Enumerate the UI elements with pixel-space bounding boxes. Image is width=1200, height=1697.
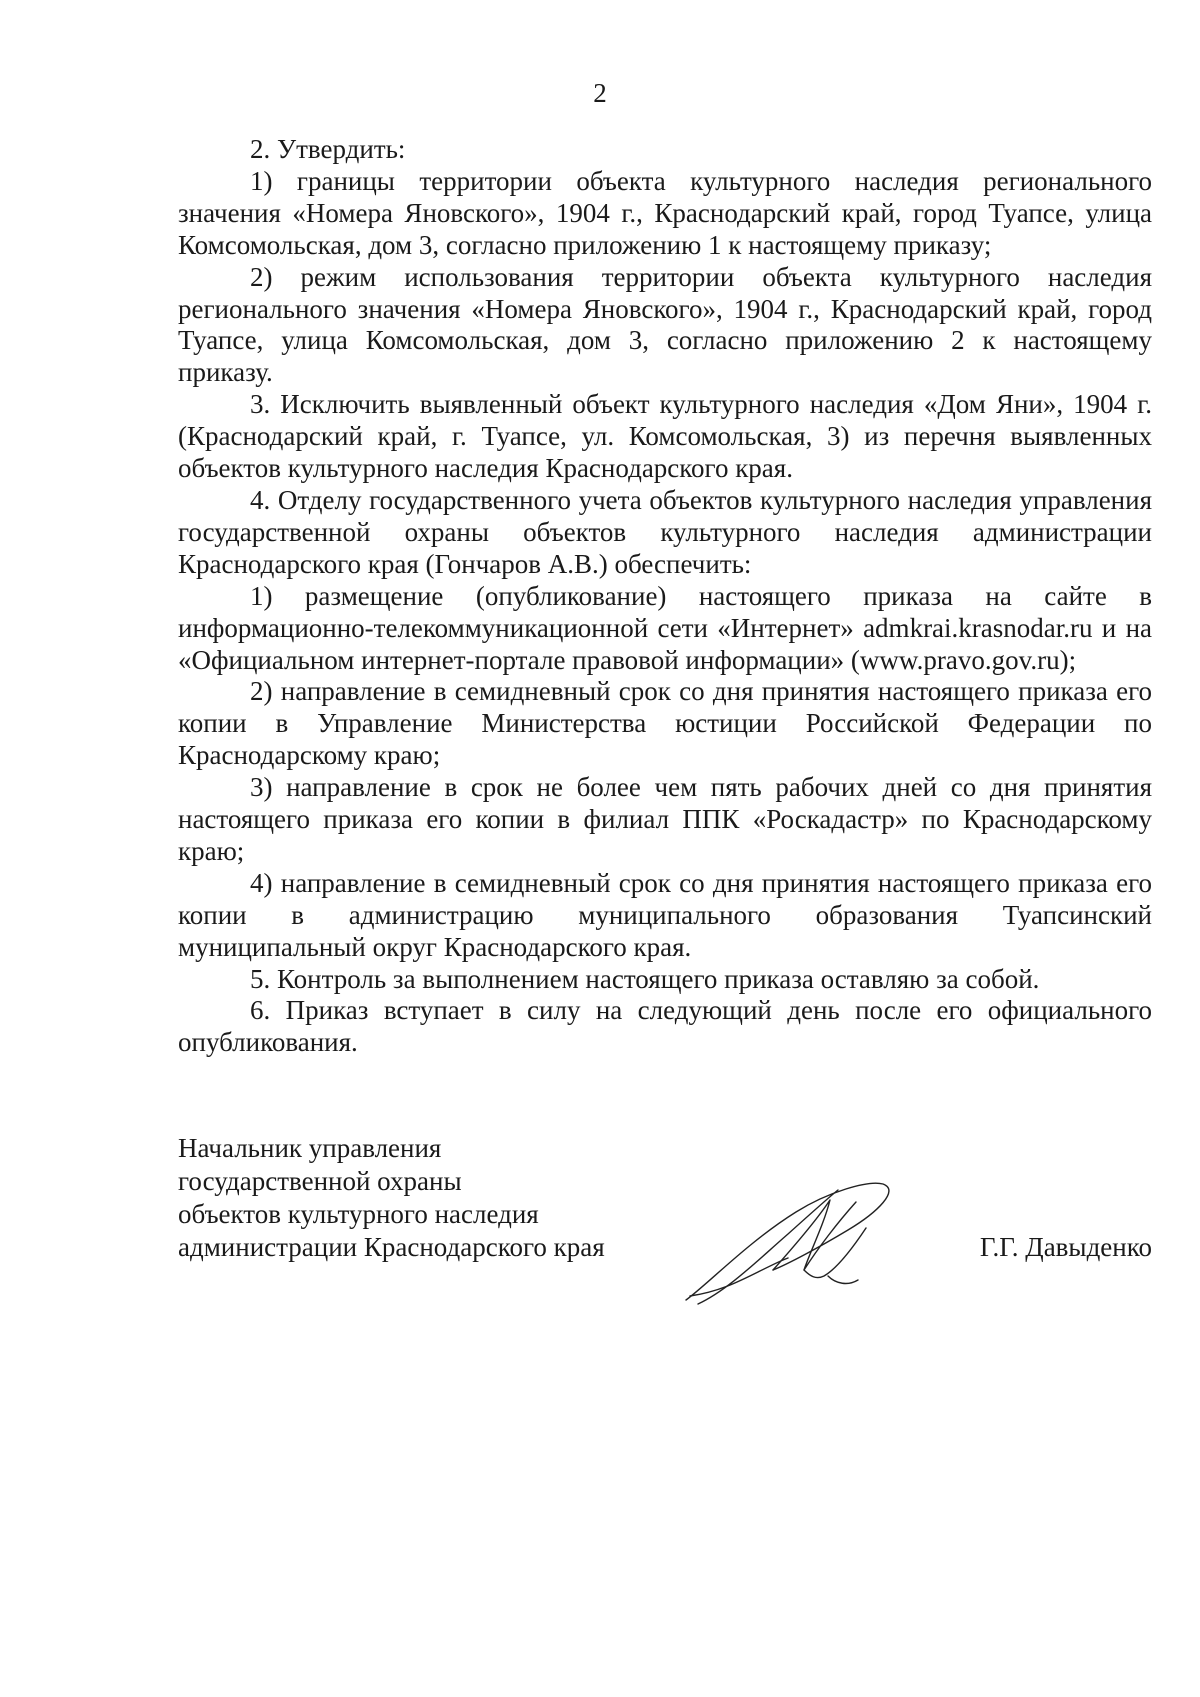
paragraph-ministry-justice: 2) направление в семидневный срок со дня принятия настоящего приказа его копии в Управление Министерства юстиции Российской Федерации по Краснодарскому краю; (178, 676, 1152, 771)
paragraph-entry-into-force: 6. Приказ вступает в силу на следующий день после его официального опубликования. (178, 995, 1152, 1058)
paragraph-roskadastr: 3) направление в срок не более чем пять рабочих дней со дня принятия настоящего приказа его копии в филиал ППК «Роскадастр» по Краснодарскому краю; (178, 772, 1152, 866)
paragraph-control: 5. Контроль за выполнением настоящего приказа оставляю за собой. (250, 963, 1040, 994)
signatory-title (178, 1132, 605, 1264)
paragraph-territory-regime: 2) режим использования территории объекта культурного наследия регионального значения «Номера Яновского», 1904 г., Краснодарский край, город Туапсе, улица Комсомольская, дом 3, согласно приложению 2 к настоящему приказу. (178, 261, 1152, 388)
page-number: 2 (593, 78, 607, 108)
signatory-title-line: Начальник управления (178, 1133, 442, 1163)
paragraph-municipality: 4) направление в семидневный срок со дня принятия настоящего приказа его копии в администрацию муниципального образования Туапсинский муниципальный округ Краснодарского края. (178, 867, 1152, 962)
signatory-name: Г.Г. Давыденко (979, 1232, 1152, 1262)
paragraph-territory-boundaries: 1) границы территории объекта культурного наследия регионального значения «Номера Яновского», 1904 г., Краснодарский край, город Туапсе, улица Комсомольская, дом 3, согласно приложению 1 к настоящему приказу; (178, 165, 1152, 260)
signature-block (178, 1132, 1152, 1312)
signatory-title-line: администрации Краснодарского края (178, 1232, 605, 1262)
paragraph-publication: 1) размещение (опубликование) настоящего приказа на сайте в информационно-телекоммуникационной сети «Интернет» admkrai.krasnodar.ru и на «Официальном интернет-портале правовой информации» (www.pravo.gov.ru); (178, 580, 1152, 675)
paragraph-approve: 2. Утвердить: (250, 134, 406, 164)
paragraph-department-ensure: 4. Отделу государственного учета объектов культурного наследия управления государственной охраны объектов культурного наследия администрации Краснодарского края (Гончаров А.В.) обеспечить: (178, 484, 1152, 579)
handwritten-signature-icon (678, 1172, 918, 1312)
order-body (178, 134, 1152, 1059)
signatory-title-line: объектов культурного наследия (178, 1199, 539, 1229)
paragraph-exclude-object: 3. Исключить выявленный объект культурного наследия «Дом Яни», 1904 г. (Краснодарский край, г. Туапсе, ул. Комсомольская, 3) из перечня выявленных объектов культурного наследия Краснодарского края. (178, 389, 1152, 484)
signatory-title-line: государственной охраны (178, 1166, 462, 1196)
